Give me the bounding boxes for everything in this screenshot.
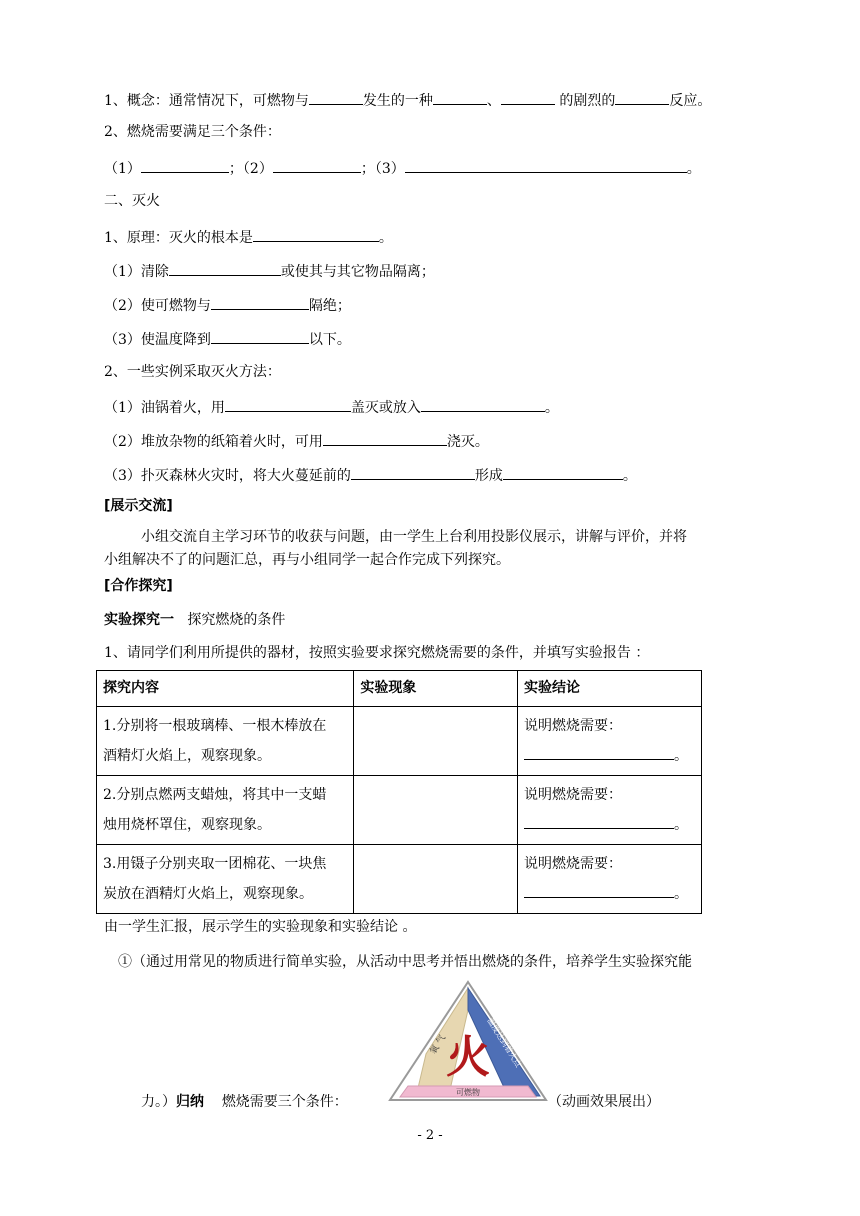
example-2-text: （2）堆放杂物的纸箱着火时，可用 (104, 434, 323, 450)
conditions-heading: 2、燃烧需要满足三个条件： (104, 124, 281, 140)
blank[interactable] (225, 396, 351, 412)
cell-text: 2.分别点燃两支蜡烛，将其中一支蜡 (103, 787, 327, 803)
example-1-text: （1）油锅着火，用 (104, 400, 225, 416)
table-header: 实验现象 (354, 671, 518, 707)
cell-text: 烛用烧杯罩住，观察现象。 (103, 817, 271, 833)
section-heading-extinguish: 二、灭火 (104, 193, 160, 209)
paragraph-line-2: 小组解决不了的问题汇总，再与小组同学一起合作完成下列探究。 (104, 552, 510, 568)
summary-label: 归纳 (176, 1094, 204, 1110)
after-table-line: 由一学生汇报，展示学生的实验现象和实验结论 。 (104, 919, 417, 935)
blank[interactable] (524, 744, 674, 760)
table-cell-content (97, 707, 354, 776)
blank[interactable] (421, 396, 545, 412)
concept-text-3: 、 (486, 93, 501, 109)
example-3-line (104, 464, 637, 486)
method-2-text-end: 隔绝； (308, 298, 351, 314)
example-1-text-mid: 盖灭或放入 (350, 400, 421, 416)
principle-line (104, 226, 393, 248)
experiment-subtitle: 探究燃烧的条件 (187, 612, 286, 628)
concept-line (104, 89, 711, 111)
method-1-text-end: 或使其与其它物品隔离； (280, 264, 435, 280)
triangle-right-text: 温度达到着火点 (485, 1016, 523, 1069)
concept-text-1: 1、概念：通常情况下，可燃物与 (104, 93, 309, 109)
table-row (97, 776, 702, 845)
triangle-left-text: 氧 气 (428, 1033, 449, 1057)
blank[interactable] (615, 89, 669, 105)
concept-text-2: 发生的一种 (362, 93, 433, 109)
blank[interactable] (273, 157, 361, 173)
cell-text: 1.分别将一根玻璃棒、一根木棒放在 (103, 718, 327, 734)
table-header: 探究内容 (97, 671, 354, 707)
note-line-2 (141, 1092, 348, 1112)
fire-triangle-diagram (388, 980, 548, 1104)
conditions-line (104, 157, 701, 179)
period: 。 (686, 161, 701, 177)
paragraph-line-1: 小组交流自主学习环节的收获与问题，由一学生上台利用投影仪展示，讲解与评价，并将 (141, 529, 687, 545)
animation-note: （动画效果展出） (548, 1094, 660, 1110)
note-text: （通过用常见的物质进行简单实验，从活动中思考并悟出燃烧的条件，培养学生实验探究能 (132, 954, 692, 970)
experiment-title: 实验探究一 (104, 612, 174, 628)
instructions-line: 1、请同学们利用所提供的器材，按照实验要求探究燃烧需要的条件，并填写实验报告 ： (104, 645, 650, 661)
summary-text: 燃烧需要三个条件： (221, 1094, 348, 1110)
method-3-line (104, 328, 351, 350)
triangle-bottom-text: 可燃物 (456, 1088, 480, 1097)
period: 。 (378, 230, 393, 246)
table-header: 实验结论 (518, 671, 702, 707)
cell-text: 炭放在酒精灯火焰上，观察现象。 (103, 886, 313, 902)
cell-text: 说明燃烧需要： (524, 787, 623, 803)
period: 。 (674, 748, 689, 764)
note-text-end: 力。） (141, 1094, 176, 1110)
period: 。 (674, 817, 689, 833)
method-2-line (104, 294, 351, 316)
blank[interactable] (503, 464, 623, 480)
page-number: - 2 - (417, 1128, 443, 1143)
cond-3-label: ；（3） (360, 161, 405, 177)
table-cell-phenomenon[interactable] (354, 707, 518, 776)
table-cell-content (97, 845, 354, 914)
section-tag-show: [展示交流] (104, 498, 173, 514)
cond-1-label: （1） (104, 161, 141, 177)
table-cell-phenomenon[interactable] (354, 845, 518, 914)
method-1-line (104, 260, 435, 282)
blank[interactable] (309, 89, 363, 105)
blank[interactable] (323, 430, 447, 446)
table-row (97, 707, 702, 776)
period: 。 (622, 468, 637, 484)
experiment-report-table (96, 670, 702, 914)
blank[interactable] (169, 260, 281, 276)
cell-text: 说明燃烧需要： (524, 856, 623, 872)
examples-heading: 2、一些实例采取灭火方法： (104, 364, 281, 380)
table-cell-conclusion (518, 707, 702, 776)
cell-text: 3.用镊子分别夹取一团棉花、一块焦 (103, 856, 327, 872)
example-3-text-mid: 形成 (474, 468, 503, 484)
note-line-1 (118, 952, 692, 972)
blank[interactable] (501, 89, 555, 105)
example-2-text-end: 浇灭。 (446, 434, 489, 450)
table-row (97, 845, 702, 914)
table-cell-conclusion (518, 776, 702, 845)
blank[interactable] (524, 882, 674, 898)
example-2-line (104, 430, 489, 452)
blank[interactable] (351, 464, 475, 480)
blank[interactable] (211, 294, 309, 310)
method-1-text: （1）清除 (104, 264, 169, 280)
method-2-text: （2）使可燃物与 (104, 298, 211, 314)
period: 。 (674, 886, 689, 902)
concept-text-5: 反应。 (669, 93, 712, 109)
table-cell-content (97, 776, 354, 845)
method-3-text: （3）使温度降到 (104, 332, 211, 348)
principle-text: 1、原理：灭火的根本是 (104, 230, 253, 246)
section-tag-coop: [合作探究] (104, 578, 173, 594)
period: 。 (544, 400, 559, 416)
example-1-line (104, 396, 559, 418)
table-cell-conclusion (518, 845, 702, 914)
circled-number: ① (118, 954, 132, 970)
blank[interactable] (405, 157, 687, 173)
concept-text-4: 的剧烈的 (559, 93, 616, 109)
blank[interactable] (211, 328, 309, 344)
experiment-title-line (104, 610, 285, 630)
blank[interactable] (141, 157, 229, 173)
table-cell-phenomenon[interactable] (354, 776, 518, 845)
cell-text: 酒精灯火焰上，观察现象。 (103, 748, 271, 764)
method-3-text-end: 以下。 (308, 332, 351, 348)
table-header-row (97, 671, 702, 707)
triangle-center-text: 火 (446, 1032, 490, 1083)
blank[interactable] (433, 89, 487, 105)
blank[interactable] (253, 226, 379, 242)
cell-text: 说明燃烧需要： (524, 718, 623, 734)
cond-2-label: ；（2） (228, 161, 273, 177)
blank[interactable] (524, 813, 674, 829)
example-3-text: （3）扑灭森林火灾时，将大火蔓延前的 (104, 468, 351, 484)
